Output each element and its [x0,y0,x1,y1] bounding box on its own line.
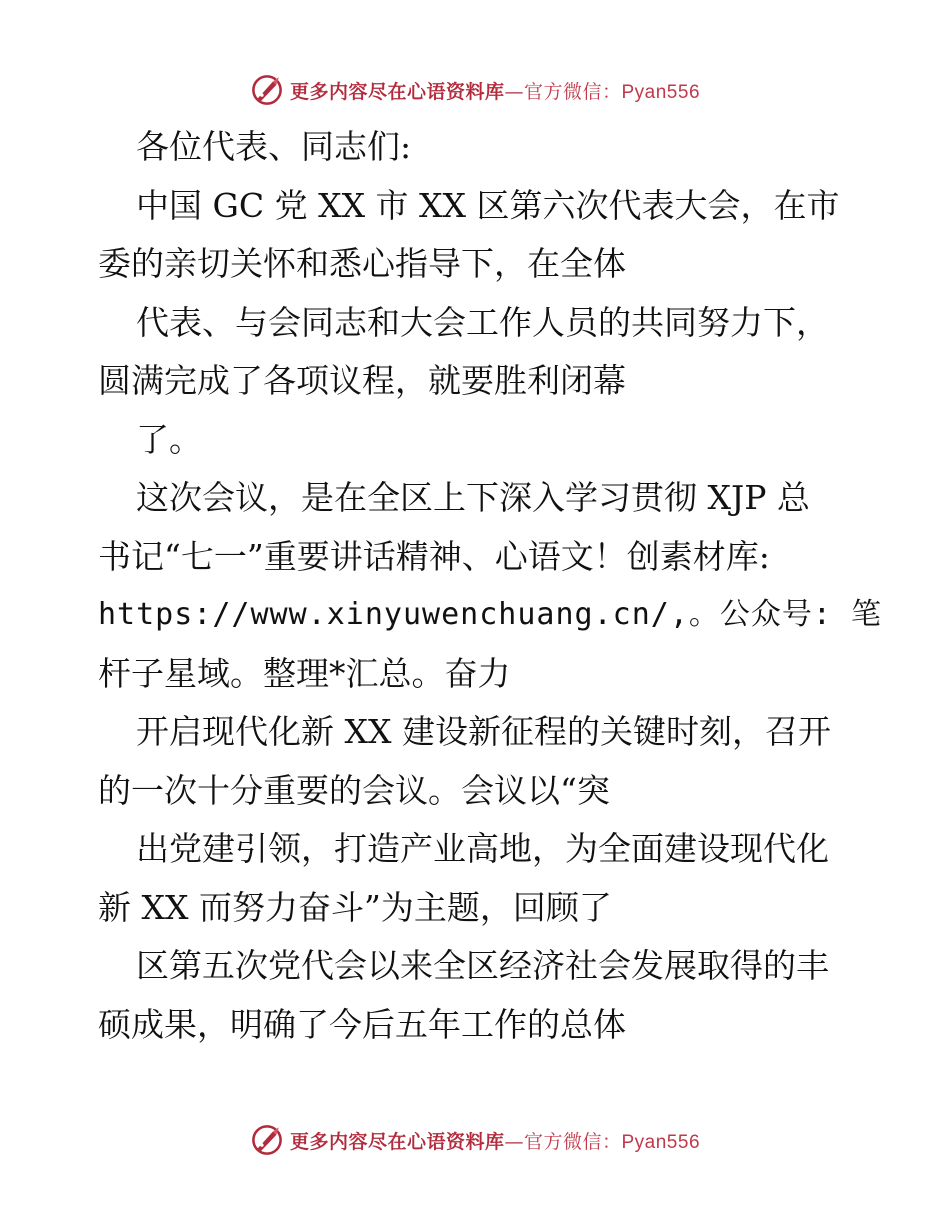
document-line: 这次会议，是在全区上下深入学习贯彻 XJP 总 [136,478,810,517]
document-line: 区第五次党代会以来全区经济社会发展取得的丰 [136,946,829,985]
watermark-wechat-id: Pyan556 [621,81,701,103]
document-line: 了。 [136,419,202,459]
header-watermark [0,70,950,110]
document-line: 代表、与会同志和大会工作人员的共同努力下， [136,302,829,342]
document-line: 书记“七一”重要讲话精神、心语文！创素材库: [98,536,770,576]
document-line: 中国 GC 党 XX 市 XX 区第六次代表大会，在市 [136,185,840,225]
footer-watermark [0,1120,950,1160]
watermark-wechat-label: 官方微信： [523,80,622,103]
watermark-wechat-label: 官方微信： [523,1130,622,1153]
quill-pen-logo-icon [250,73,284,107]
watermark-library-name: 更多内容尽在心语资料库 [289,1130,505,1153]
document-line: 的一次十分重要的会议。会议以“突 [98,770,610,810]
document-line: 出党建引领，打造产业高地，为全面建设现代化 [136,829,829,868]
document-line: 新 XX 而努力奋斗”为主题，回顾了 [98,887,612,927]
watermark-wechat-id: Pyan556 [621,1131,701,1153]
watermark-library-name: 更多内容尽在心语资料库 [289,80,505,103]
watermark-separator: — [504,80,524,103]
document-line: 硕成果，明确了今后五年工作的总体 [98,1004,626,1044]
document-line: 委的亲切关怀和悉心指导下，在全体 [98,244,626,283]
watermark-text [290,1127,700,1154]
watermark-text [290,77,700,104]
document-line: 圆满完成了各项议程，就要胜利闭幕 [98,361,626,400]
document-line: 杆子星域。整理*汇总。奋力 [98,653,511,693]
document-line: 开启现代化新 XX 建设新征程的关键时刻，召开 [136,712,831,751]
watermark-separator: — [504,1130,524,1153]
document-line: 各位代表、同志们: [136,127,412,166]
document-line: https://www.xinyuwenchuang.cn/,。公众号: 笔 [98,597,883,632]
document-body [98,118,883,1054]
quill-pen-logo-icon [250,1123,284,1157]
